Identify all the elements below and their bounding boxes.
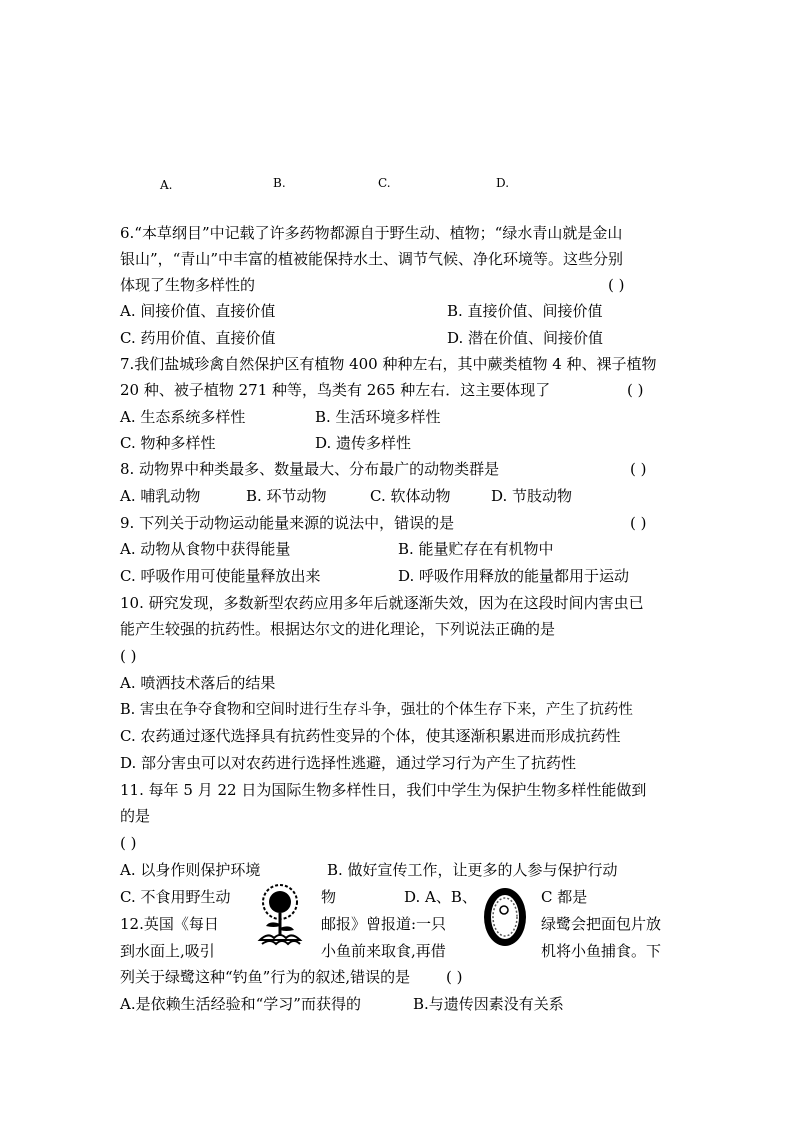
q8-stem: 8. 动物界中种类最多、数量最大、分布最广的动物类群是 [120,460,500,478]
q6-option-b: B. 直接价值、间接价值 [447,302,603,320]
q11-option-a: A. 以身作则保护环境 [120,861,261,879]
q12-line2-part2: 小鱼前来取食,再借 [321,942,446,960]
q8-option-b: B. 环节动物 [246,487,327,505]
q7-option-d: D. 遗传多样性 [315,434,412,452]
q10-option-b: B. 害虫在争夺食物和空间时进行生存斗争，强壮的个体生存下来，产生了抗药性 [120,702,633,718]
q11-stem-line2: 的是 [120,807,151,825]
q11-option-c-part1: C. 不食用野生动 [120,888,231,906]
q11-option-b: B. 做好宣传工作，让更多的人参与保护行动 [327,861,618,879]
q12-line2-part3: 机将小鱼捕食。下 [541,942,662,960]
q8-answer-paren: ( ) [630,460,647,478]
q7-option-a: A. 生态系统多样性 [120,408,246,426]
q12-answer-paren: ( ) [446,968,463,986]
q6-option-d: D. 潜在价值、间接价值 [447,329,604,347]
q6-stem-line3: 体现了生物多样性的 [120,276,256,294]
q7-stem-line1: 7.我们盐城珍禽自然保护区有植物 400 种种左右，其中蕨类植物 4 种、裸子植物 [120,355,657,373]
q10-stem-line2: 能产生较强的抗药性。根据达尔文的进化理论，下列说法正确的是 [120,620,556,638]
q9-answer-paren: ( ) [630,514,647,532]
q8-option-d: D. 节肢动物 [491,487,573,505]
q11-option-d-part2: C 都是 [541,888,588,906]
q11-stem-line1: 11. 每年 5 月 22 日为国际生物多样性日，我们中学生为保护生物多样性能做到 [120,781,647,799]
plant-drawing-figure [254,880,306,952]
q5-option-c: C. [378,176,391,190]
q11-option-d-part1: D. A、B、 [404,888,477,906]
q8-option-c: C. 软体动物 [370,487,451,505]
q12-line1-part3: 绿鹭会把面包片放 [541,915,662,933]
q11-option-c-part2: 物 [321,888,337,906]
q10-option-d: D. 部分害虫可以对农药进行选择性逃避，通过学习行为产生了抗药性 [120,754,577,772]
q12-line1-part1: 12.英国《每日 [120,915,219,933]
q5-option-d: D. [496,176,510,190]
q9-stem: 9. 下列关于动物运动能量来源的说法中，错误的是 [120,514,455,532]
q6-stem-line1: 6.“本草纲目”中记载了许多药物都源自于野生动、植物；“绿水青山就是金山 [120,224,623,242]
q8-option-a: A. 哺乳动物 [120,487,201,505]
cell-drawing-figure [482,886,528,948]
q10-answer-paren: ( ) [120,647,137,665]
q5-option-b: B. [273,176,286,190]
q6-option-a: A. 间接价值、直接价值 [120,302,276,320]
q10-option-c: C. 农药通过逐代选择具有抗药性变异的个体，使其逐渐积累进而形成抗药性 [120,727,621,745]
q6-option-c: C. 药用价值、直接价值 [120,329,276,347]
q12-option-a: A.是依赖生活经验和“学习”而获得的 [120,995,361,1013]
q7-stem-line2: 20 种、被子植物 271 种等，鸟类有 265 种左右．这主要体现了 [120,381,551,399]
q5-option-a: A. [160,178,173,192]
q10-option-a: A. 喷洒技术落后的结果 [120,674,276,692]
q11-answer-paren: ( ) [120,834,137,852]
q12-stem-line3: 列关于绿鹭这种“钓鱼”行为的叙述,错误的是 [120,968,411,986]
q7-option-b: B. 生活环境多样性 [315,408,441,426]
q9-option-d: D. 呼吸作用释放的能量都用于运动 [398,567,630,585]
q6-stem-line2: 银山”，“青山”中丰富的植被能保持水土、调节气候、净化环境等。这些分别 [120,250,624,268]
q9-option-c: C. 呼吸作用可使能量释放出来 [120,567,321,585]
q6-answer-paren: ( ) [608,276,625,294]
q9-option-a: A. 动物从食物中获得能量 [120,540,291,558]
q9-option-b: B. 能量贮存在有机物中 [398,540,554,558]
q7-option-c: C. 物种多样性 [120,434,216,452]
q7-answer-paren: ( ) [627,381,644,399]
q12-line2-part1: 到水面上,吸引 [120,942,215,960]
q12-line1-part2: 邮报》曾报道:一只 [321,915,447,933]
q12-option-b: B.与遗传因素没有关系 [413,995,564,1013]
q10-stem-line1: 10. 研究发现，多数新型农药应用多年后就逐渐失效，因为在这段时间内害虫已 [120,594,644,612]
